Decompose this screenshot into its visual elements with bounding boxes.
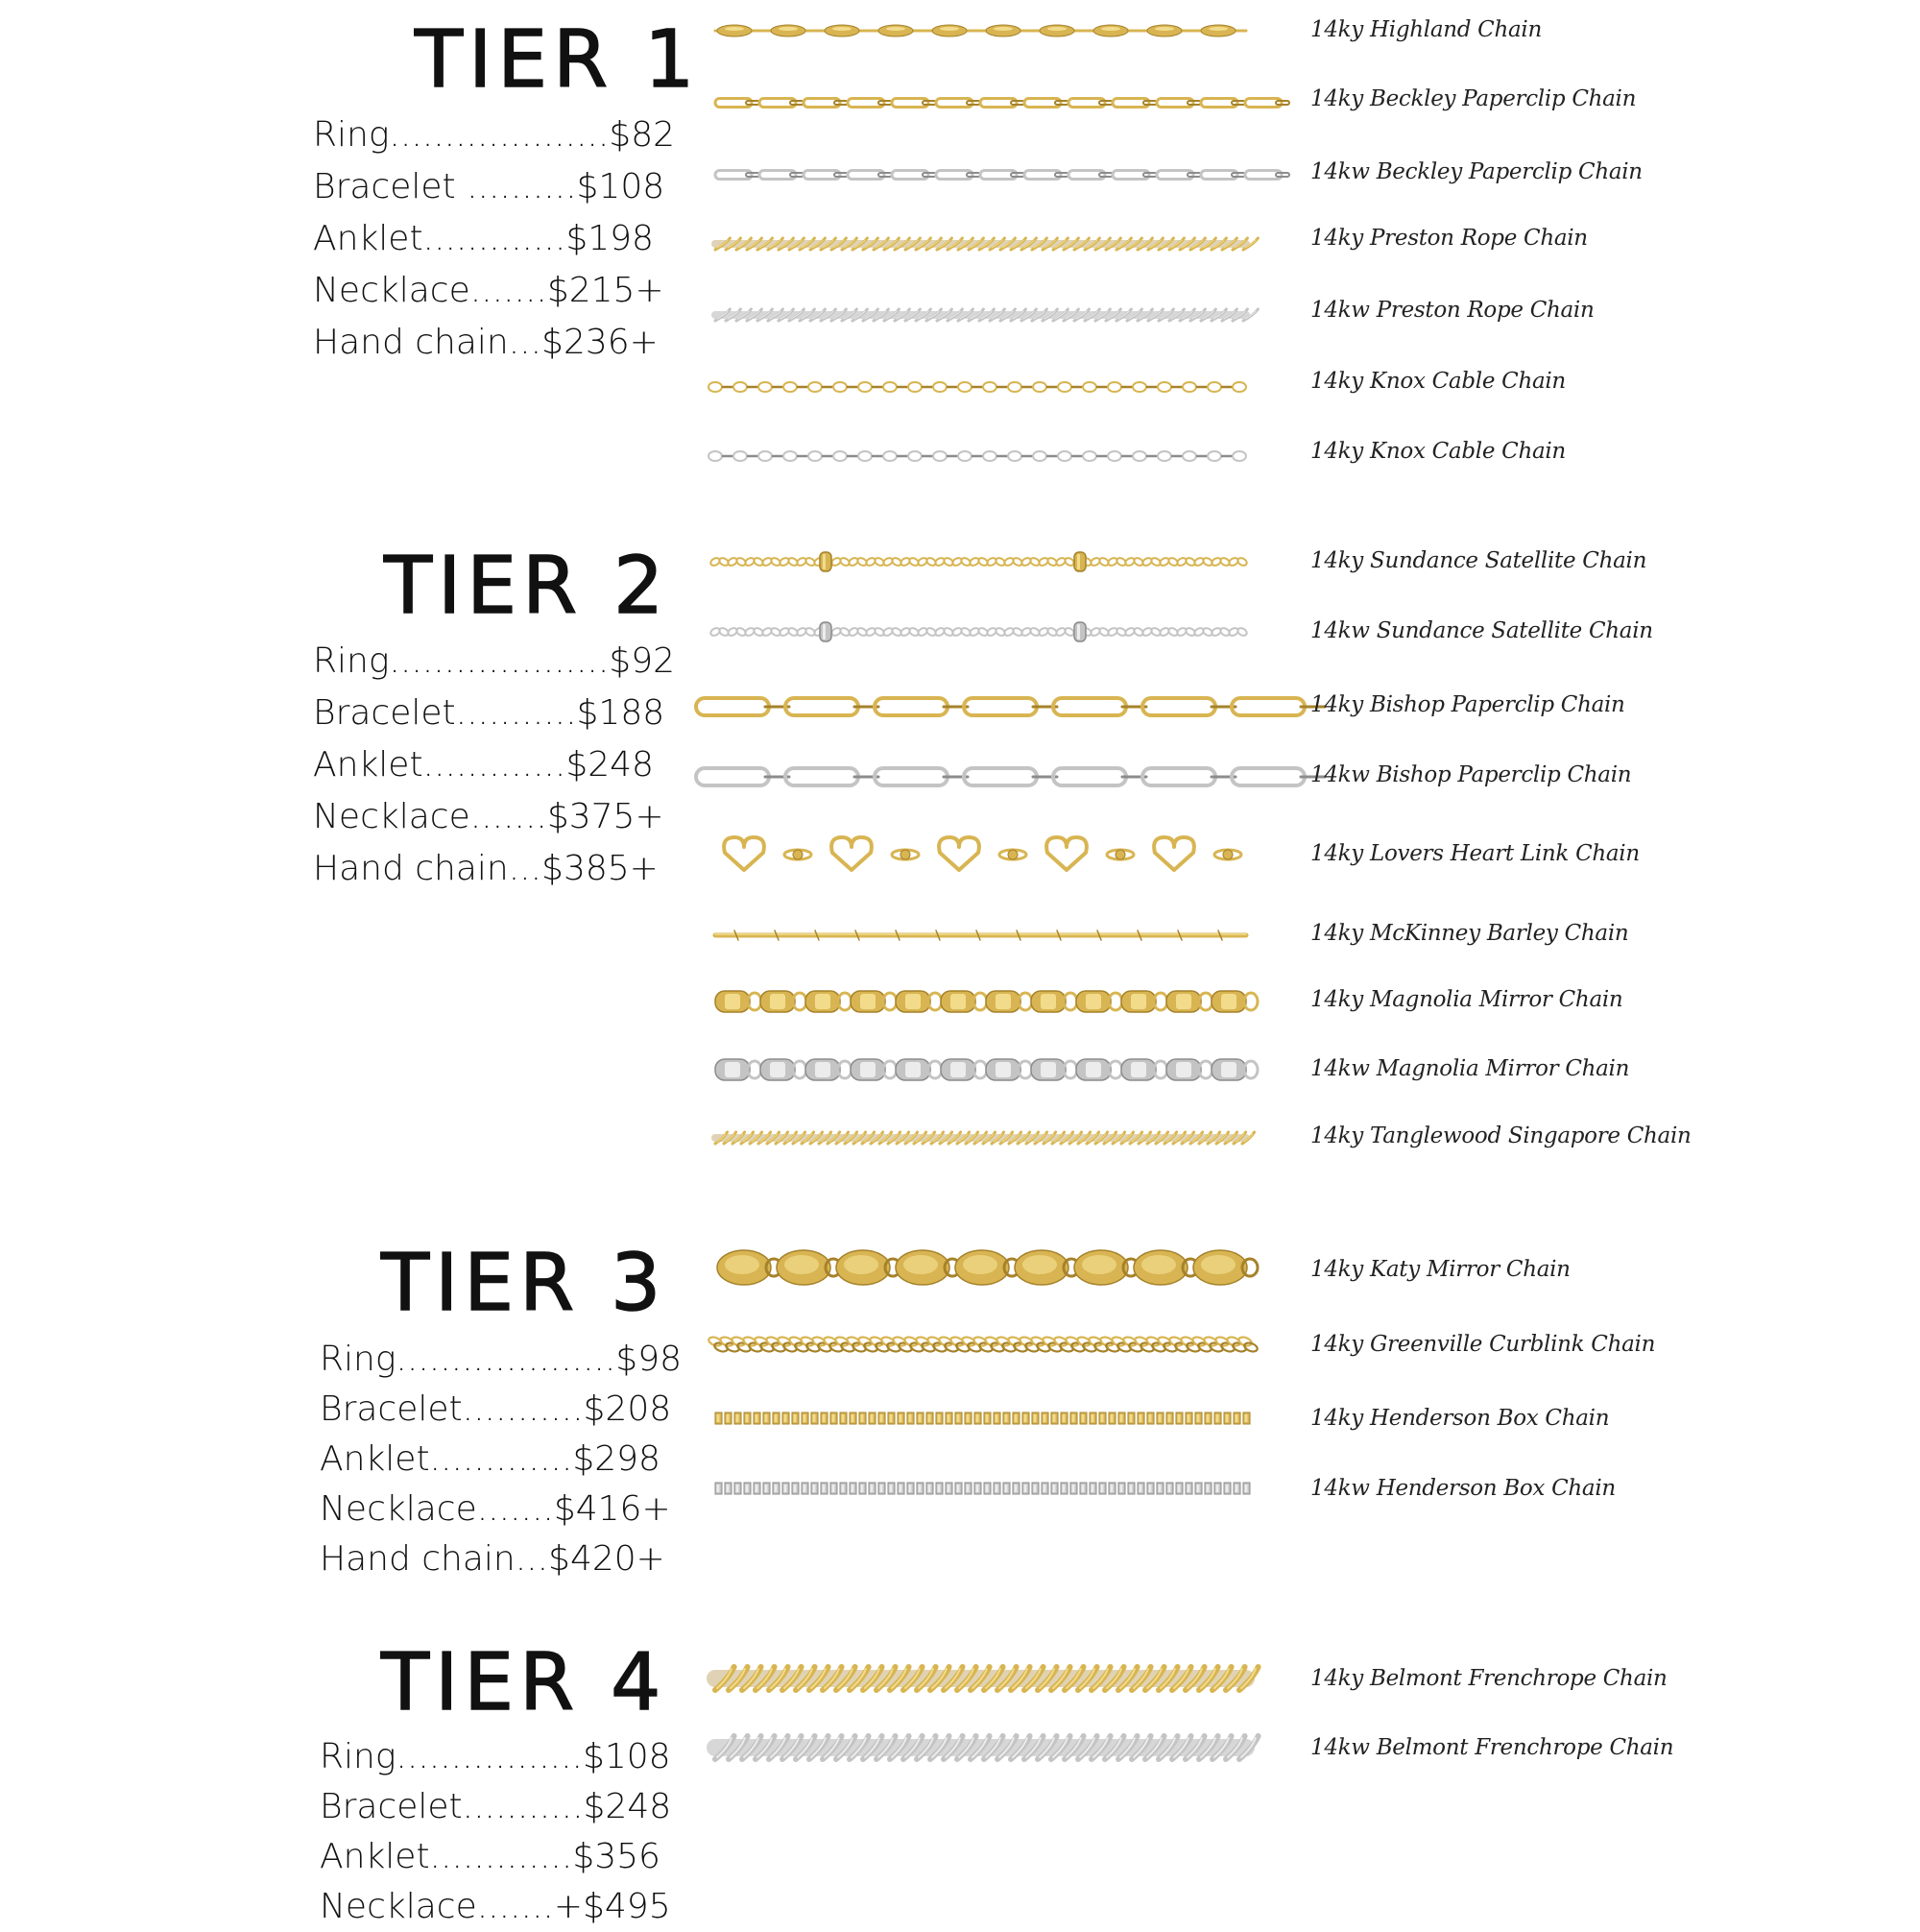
chain-image xyxy=(715,916,1246,954)
paperclip-large-chain-graphic xyxy=(715,688,1246,726)
rope-large-chain-graphic xyxy=(715,1728,1246,1767)
tier-1-price-list xyxy=(313,109,675,369)
chain-label: 14ky Tanglewood Singapore Chain xyxy=(1310,1123,1692,1148)
chain-label: 14kw Sundance Satellite Chain xyxy=(1310,618,1653,643)
chain-label: 14ky Belmont Frenchrope Chain xyxy=(1310,1666,1668,1691)
chain-image xyxy=(715,296,1246,334)
price-bracelet: Bracelet ..........$108 xyxy=(313,167,665,206)
price-anklet: Anklet.............$298 xyxy=(320,1439,660,1479)
price-bracelet: Bracelet...........$208 xyxy=(320,1389,672,1429)
barley-chain-graphic xyxy=(715,916,1246,954)
rope-large-chain-graphic xyxy=(715,1659,1246,1698)
mirror-flat-chain-graphic xyxy=(715,1051,1246,1089)
chain-label: 14kw Magnolia Mirror Chain xyxy=(1310,1056,1630,1081)
price-ring: Ring....................$82 xyxy=(313,115,676,155)
chain-image xyxy=(715,225,1246,263)
mirror-small-chain-graphic xyxy=(715,12,1246,50)
singapore-chain-graphic xyxy=(715,1119,1246,1157)
price-hand-chain: Hand chain...$385+ xyxy=(313,849,659,888)
chain-label: 14kw Preston Rope Chain xyxy=(1310,298,1595,323)
mirror-large-chain-graphic xyxy=(715,1248,1246,1287)
chain-image xyxy=(715,758,1246,796)
chain-image xyxy=(715,1469,1246,1508)
rope-small-chain-graphic xyxy=(715,296,1246,334)
cable-chain-graphic xyxy=(715,437,1246,475)
chain-image xyxy=(715,543,1246,581)
chain-label: 14ky Beckley Paperclip Chain xyxy=(1310,86,1637,111)
tier-4-price-list xyxy=(320,1732,671,1932)
tier-3-title: TIER 3 xyxy=(381,1238,667,1329)
price-ring: Ring....................$98 xyxy=(320,1340,683,1379)
chain-image xyxy=(715,1051,1246,1089)
chain-image xyxy=(715,1119,1246,1157)
chain-label: 14ky Henderson Box Chain xyxy=(1310,1406,1610,1431)
tier-3-price-list xyxy=(320,1335,682,1584)
price-hand-chain: Hand chain...$420+ xyxy=(320,1539,665,1579)
chain-image xyxy=(715,1399,1246,1437)
tier-2-title: TIER 2 xyxy=(384,541,670,632)
price-ring: Ring....................$92 xyxy=(313,641,676,681)
chain-image xyxy=(715,1728,1246,1767)
chain-image xyxy=(715,688,1246,726)
chain-label: 14ky Katy Mirror Chain xyxy=(1310,1257,1571,1282)
price-hand-chain: Hand chain...$236+ xyxy=(313,323,659,362)
chain-image xyxy=(715,437,1246,475)
chain-image xyxy=(715,368,1246,406)
box-chain-graphic xyxy=(715,1399,1246,1437)
chain-label: 14ky Sundance Satellite Chain xyxy=(1310,548,1647,573)
rope-small-chain-graphic xyxy=(715,225,1246,263)
chain-label: 14ky Bishop Paperclip Chain xyxy=(1310,692,1625,717)
chain-label: 14ky Magnolia Mirror Chain xyxy=(1310,987,1623,1012)
chain-image xyxy=(715,1325,1246,1364)
price-anklet: Anklet.............$248 xyxy=(313,745,654,785)
heart-chain-graphic xyxy=(715,835,1246,874)
tier-2-price-list xyxy=(313,636,675,895)
price-ring: Ring.................$108 xyxy=(320,1737,671,1776)
chain-label: 14ky Lovers Heart Link Chain xyxy=(1310,841,1640,866)
chain-label: 14kw Henderson Box Chain xyxy=(1310,1476,1616,1501)
chain-image xyxy=(715,835,1246,874)
price-anklet: Anklet.............$356 xyxy=(320,1837,660,1876)
chain-label: 14ky Knox Cable Chain xyxy=(1310,439,1566,464)
cable-chain-graphic xyxy=(715,368,1246,406)
tier-1-title: TIER 1 xyxy=(415,14,701,106)
chain-image xyxy=(715,1659,1246,1698)
curb-chain-graphic xyxy=(715,1325,1246,1364)
tier-4-title: TIER 4 xyxy=(381,1637,667,1728)
chain-label: 14kw Beckley Paperclip Chain xyxy=(1310,159,1643,184)
chain-image xyxy=(715,982,1246,1021)
price-anklet: Anklet.............$198 xyxy=(313,219,654,258)
price-necklace: Necklace.......+$495 xyxy=(320,1887,671,1926)
chain-image xyxy=(715,12,1246,50)
chain-image xyxy=(715,613,1246,651)
chain-label: 14ky Knox Cable Chain xyxy=(1310,369,1566,394)
chain-image xyxy=(715,156,1246,194)
mirror-flat-chain-graphic xyxy=(715,982,1246,1021)
chain-label: 14ky McKinney Barley Chain xyxy=(1310,921,1629,946)
price-necklace: Necklace.......$215+ xyxy=(313,271,664,310)
price-bracelet: Bracelet...........$188 xyxy=(313,693,665,733)
chain-label: 14kw Belmont Frenchrope Chain xyxy=(1310,1735,1674,1760)
chain-image xyxy=(715,1248,1246,1287)
chain-label: 14kw Bishop Paperclip Chain xyxy=(1310,762,1632,787)
satellite-chain-graphic xyxy=(715,613,1246,651)
box-chain-graphic xyxy=(715,1469,1246,1508)
chain-label: 14ky Highland Chain xyxy=(1310,17,1542,42)
chain-label: 14ky Preston Rope Chain xyxy=(1310,226,1588,251)
chain-image xyxy=(715,84,1246,122)
satellite-chain-graphic xyxy=(715,543,1246,581)
paperclip-small-chain-graphic xyxy=(715,156,1246,194)
chain-label: 14ky Greenville Curblink Chain xyxy=(1310,1332,1656,1357)
price-necklace: Necklace.......$416+ xyxy=(320,1489,671,1529)
paperclip-small-chain-graphic xyxy=(715,84,1246,122)
price-necklace: Necklace.......$375+ xyxy=(313,797,664,836)
paperclip-large-chain-graphic xyxy=(715,758,1246,796)
price-bracelet: Bracelet...........$248 xyxy=(320,1787,672,1826)
